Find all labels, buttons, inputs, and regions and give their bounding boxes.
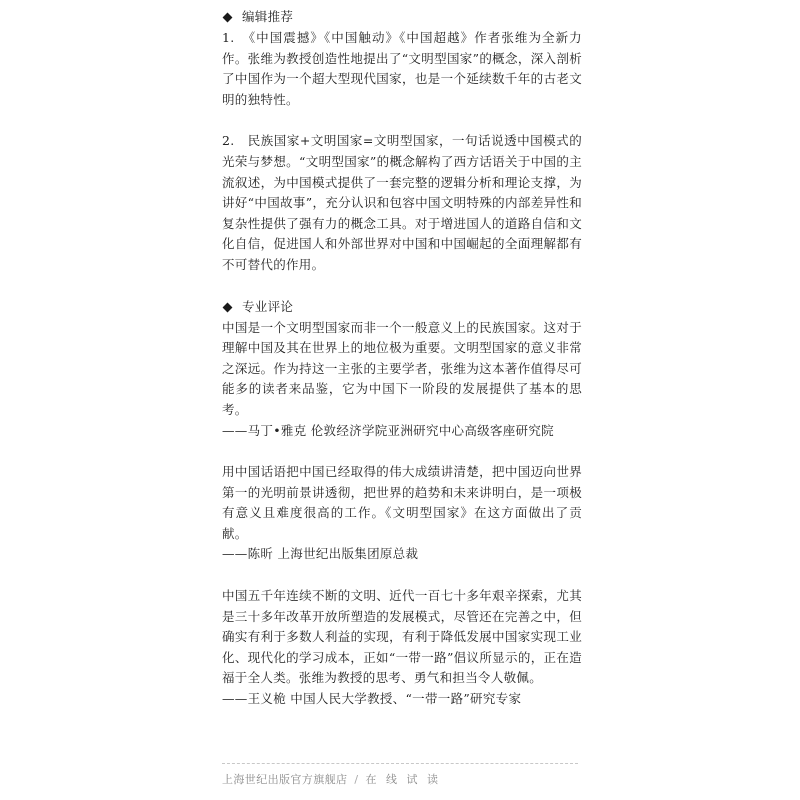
section-title: 编辑推荐	[242, 9, 294, 25]
editor-paragraph-1: 1. 《中国震撼》《中国触动》《中国超越》作者张维为全新力作。张维为教授创造性地提出了“文明型国家”的概念，深入剖析了中国作为一个超大型现代国家，也是一个延续数千年的古老文明的独特性。	[222, 30, 582, 107]
section-title: 专业评论	[242, 298, 294, 314]
spacer	[222, 565, 582, 586]
professional-review-heading	[222, 297, 582, 318]
footer-tagline: 在 线 试 读	[365, 773, 442, 786]
review-author-1: ——马丁•雅克 伦敦经济学院亚洲研究中心高级客座研究院	[222, 422, 554, 438]
review-text-1: 中国是一个文明型国家而非一个一般意义上的民族国家。这对于理解中国及其在世界上的地位极为重要。文明型国家的意义非常之深远。作为持这一主张的主要学者，张维为这本著作值得尽可能多的读者来品鉴，它为中国下一阶段的发展提供了基本的思考。	[222, 319, 582, 417]
spacer	[222, 276, 582, 297]
footer-watermark	[222, 771, 441, 787]
shop-name: 上海世纪出版官方旗舰店	[222, 773, 348, 786]
editor-paragraph-2: 2. 民族国家+文明国家=文明型国家，一句话说透中国模式的光荣与梦想。“文明型国家”的概念解构了西方话语关于中国的主流叙述，为中国模式提供了一套完整的逻辑分析和理论支撑，为讲好“中国故事”，充分认识和包容中国文明特殊的内部差异性和复杂性提供了强有力的概念工具。对于增进国人的道路自信和文化自信，促进国人和外部世界对中国和中国崛起的全面理解都有不可替代的作用。	[222, 133, 582, 272]
diamond-bullet-icon	[223, 13, 233, 23]
review-text-2: 用中国话语把中国已经取得的伟大成绩讲清楚，把中国迈向世界第一的光明前景讲透彻，把世界的趋势和未来讲明白，是一项极有意义且难度很高的工作。《文明型国家》在这方面做出了贡献。	[222, 464, 582, 541]
product-description	[222, 7, 582, 710]
review-author-3: ——王义桅 中国人民大学教授、“一带一路”研究专家	[222, 691, 522, 707]
review-text-3: 中国五千年连续不断的文明、近代一百七十多年艰辛探索，尤其是三十多年改革开放所塑造的发展模式，尽管还在完善之中，但确实有利于多数人利益的实现，有利于降低发展中国家实现工业化、现代化的学习成本，正如“一带一路”倡议所显示的，正在造福于全人类。张维为教授的思考、勇气和担当令人敬佩。	[222, 588, 582, 686]
editor-recommend-heading	[222, 7, 582, 28]
footer-separator: /	[354, 773, 359, 786]
spacer	[222, 110, 582, 131]
diamond-bullet-icon	[223, 302, 233, 312]
footer-divider	[222, 763, 578, 764]
spacer	[222, 441, 582, 462]
review-author-2: ——陈昕 上海世纪出版集团原总裁	[222, 546, 419, 562]
